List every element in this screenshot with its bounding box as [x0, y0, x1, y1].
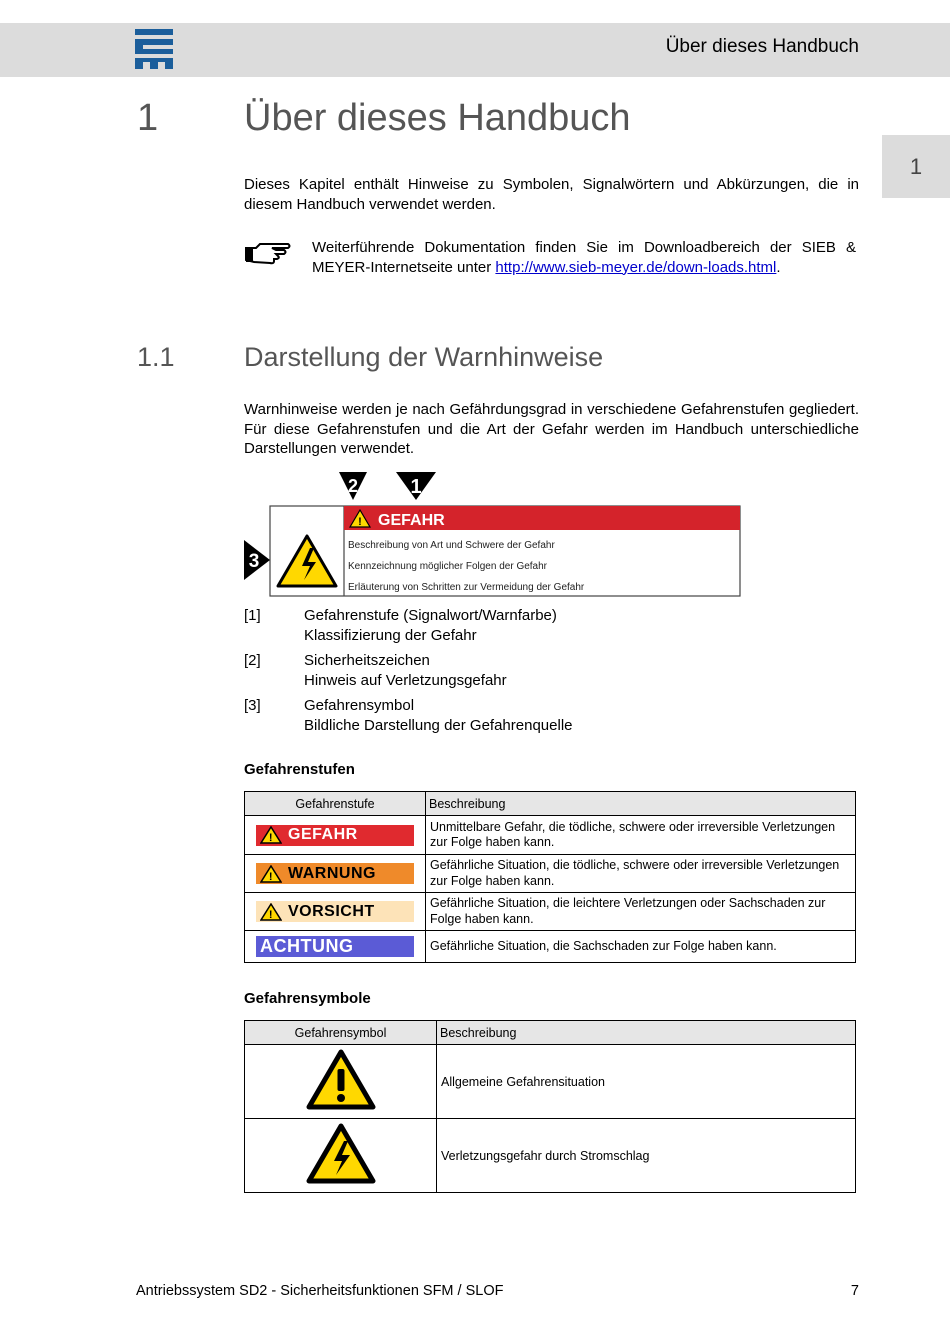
svg-text:!: ! [268, 832, 274, 844]
symbols-col-header: Gefahrensymbol [245, 1021, 437, 1045]
vorsicht-badge: ! VORSICHT [256, 901, 414, 922]
table-row [245, 1119, 856, 1193]
electric-shock-icon [306, 1123, 376, 1185]
chapter-tab: 1 [882, 135, 950, 198]
gefahr-badge: ! GEFAHR [256, 825, 414, 846]
level-description: Gefährliche Situation, die leichtere Verletzungen oder Sachschaden zur Folge haben kann. [426, 893, 856, 931]
warning-icon [260, 826, 282, 844]
legend-line: Gefahrensymbol [304, 697, 415, 714]
note-paragraph [312, 238, 856, 277]
figure-line2: Kennzeichnung möglicher Folgen der Gefahr [348, 561, 548, 572]
levels-table [244, 791, 856, 963]
svg-text:1: 1 [410, 476, 422, 498]
legend-line: Bildliche Darstellung der Gefahrenquelle [304, 716, 573, 734]
level-description: Unmittelbare Gefahr, die tödliche, schwere oder irreversible Verletzungen zur Folge haben kann. [426, 816, 856, 855]
symbol-description: Allgemeine Gefahrensituation [437, 1045, 856, 1119]
levels-heading: Gefahrenstufen [244, 761, 355, 778]
subsection-title: Darstellung der Warnhinweise [244, 342, 604, 372]
table-row [245, 855, 856, 893]
symbols-table [244, 1020, 856, 1193]
legend-number: [2] [244, 652, 261, 669]
note-end: . [776, 258, 781, 276]
header-title: Über dieses Handbuch [665, 36, 859, 57]
level-description: Gefährliche Situation, die tödliche, schwere oder irreversible Verletzungen zur Folge haben kann. [426, 855, 856, 893]
symbols-col-header: Beschreibung [437, 1021, 856, 1045]
general-warning-icon [306, 1049, 376, 1111]
figure-line1: Beschreibung von Art und Schwere der Gefahr [348, 540, 555, 551]
svg-text:!: ! [268, 870, 274, 883]
note-text: Weiterführende Dokumentation finden Sie im Downloadbereich der SIEB & MEYER-Internetseite unter [312, 239, 856, 276]
svg-text:3: 3 [248, 551, 260, 572]
warning-icon [260, 865, 282, 883]
legend-line: Hinweis auf Verletzungsgefahr [304, 671, 507, 689]
warnings-intro-paragraph: Warnhinweise werden je nach Gefährdungsgrad in verschiedene Gefahrenstufen gegliedert. Für diese Gefahrenstufen und die Art der Gefahr werden im Handbuch unterschiedliche Darstellungen verwendet. [244, 401, 859, 457]
legend-line: Gefahrenstufe (Signalwort/Warnfarbe) [304, 607, 557, 624]
intro-paragraph: Dieses Kapitel enthält Hinweise zu Symbolen, Signalwörtern und Abkürzungen, die in diesem Handbuch verwendet werden. [244, 176, 859, 213]
figure-line3: Erläuterung von Schritten zur Vermeidung der Gefahr [348, 582, 585, 593]
levels-col-header: Gefahrenstufe [245, 792, 426, 816]
legend-line: Klassifizierung der Gefahr [304, 626, 477, 644]
legend-number: [1] [244, 607, 261, 624]
legend-number: [3] [244, 697, 261, 714]
warning-notice-figure [244, 470, 744, 598]
level-description: Gefährliche Situation, die Sachschaden zur Folge haben kann. [426, 931, 856, 963]
section-number: 1 [137, 97, 159, 139]
table-row [245, 893, 856, 931]
svg-text:!: ! [268, 908, 274, 921]
svg-text:2: 2 [347, 476, 359, 496]
table-row [245, 816, 856, 855]
subsection-number: 1.1 [137, 342, 175, 372]
download-link[interactable]: http://www.sieb-meyer.de/down-loads.html [495, 258, 777, 276]
table-row [245, 931, 856, 963]
footer-document-title: Antriebssystem SD2 - Sicherheitsfunktionen SFM / SLOF [136, 1283, 504, 1299]
table-row [245, 1045, 856, 1119]
section-title: Über dieses Handbuch [244, 97, 631, 139]
symbols-heading: Gefahrensymbole [244, 990, 371, 1007]
warnung-badge: ! WARNUNG [256, 863, 414, 884]
levels-col-header: Beschreibung [426, 792, 856, 816]
achtung-badge: ACHTUNG [256, 936, 414, 957]
symbol-description: Verletzungsgefahr durch Stromschlag [437, 1119, 856, 1193]
footer-page-number: 7 [850, 1283, 859, 1299]
warning-icon [260, 903, 282, 921]
svg-text:!: ! [358, 516, 362, 528]
sieb-meyer-logo [135, 29, 173, 69]
legend-line: Sicherheitszeichen [304, 652, 430, 669]
figure-signal-word: GEFAHR [378, 512, 445, 529]
pointing-hand-icon [244, 240, 292, 266]
